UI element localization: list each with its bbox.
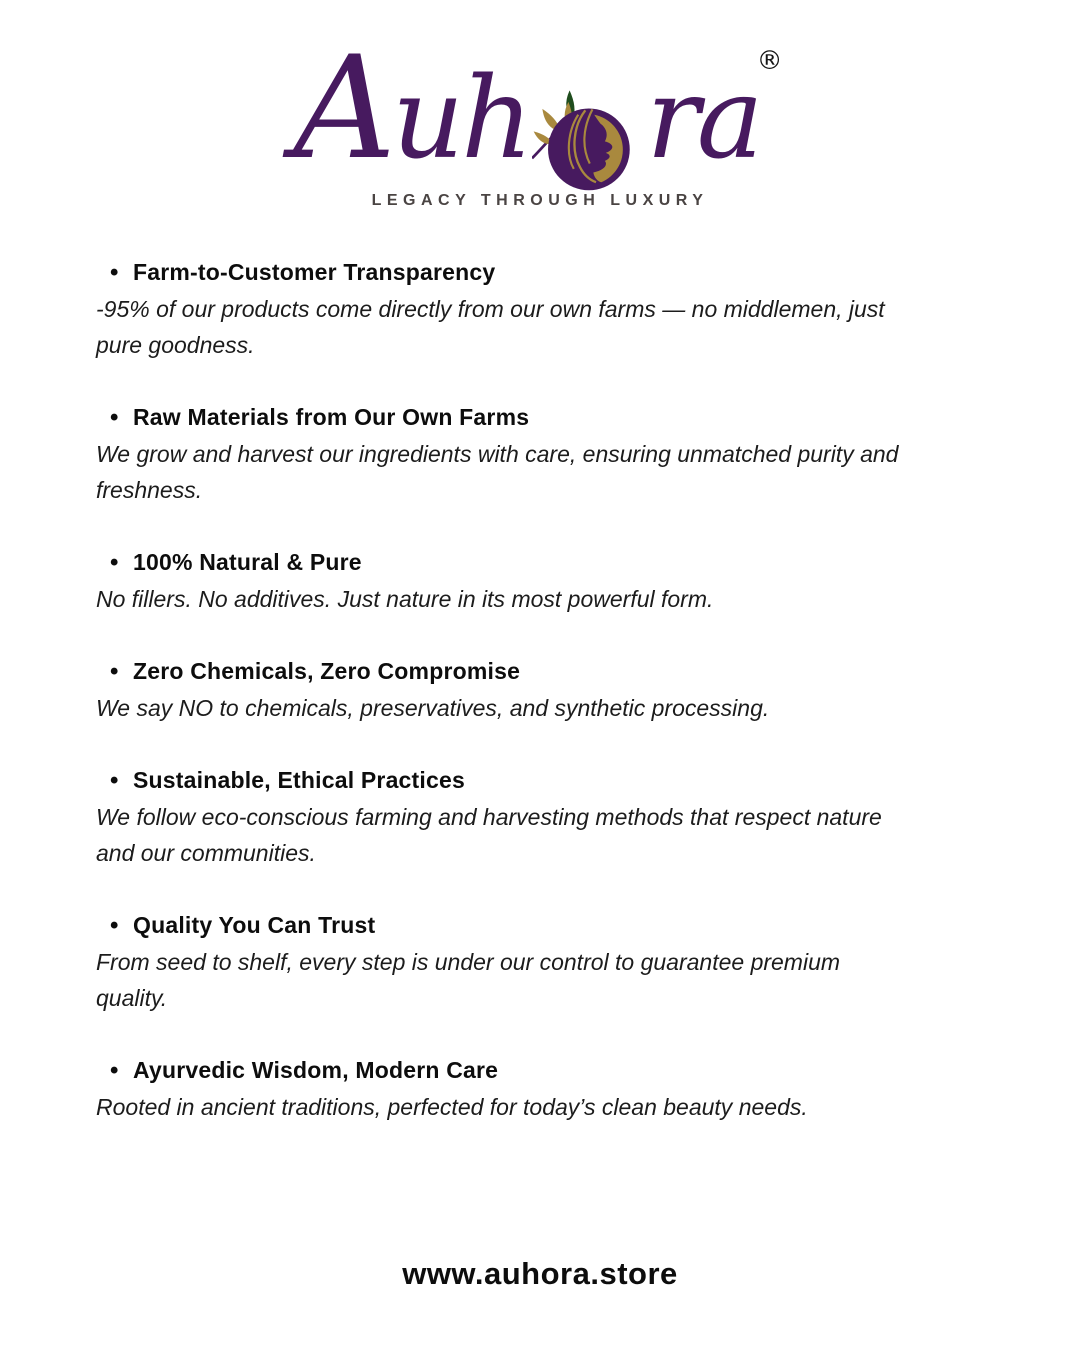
- feature-item: [96, 544, 984, 617]
- feature-item: [96, 907, 984, 1016]
- bullet-icon: •: [110, 549, 119, 576]
- feature-description: We follow eco-conscious farming and harvesting methods that respect nature and our communities.: [96, 804, 882, 866]
- feature-item: [96, 762, 984, 871]
- bullet-icon: •: [110, 912, 119, 939]
- feature-description: From seed to shelf, every step is under our control to guarantee premium quality.: [96, 949, 841, 1011]
- woman-face-lotus-icon: [532, 73, 644, 192]
- registered-trademark-icon: ®: [756, 46, 783, 76]
- brand-logo: [0, 0, 1080, 210]
- wordmark-letter-a: A: [293, 26, 392, 191]
- feature-title: 100% Natural & Pure: [133, 549, 362, 575]
- feature-title: Quality You Can Trust: [133, 912, 376, 938]
- bullet-icon: •: [110, 259, 119, 286]
- feature-description: -95% of our products come directly from our own farms — no middlemen, just pure goodness.: [96, 296, 885, 358]
- feature-item: [96, 399, 984, 508]
- brand-tagline: LEGACY THROUGH LUXURY: [371, 192, 709, 209]
- feature-item: [96, 653, 984, 726]
- feature-list: [96, 254, 984, 1125]
- website-url: www.auhora.store: [402, 1256, 678, 1291]
- bullet-icon: •: [110, 767, 119, 794]
- feature-description: We say NO to chemicals, preservatives, and synthetic processing.: [96, 695, 770, 721]
- brand-wordmark: [293, 26, 786, 191]
- feature-item: [96, 1052, 984, 1125]
- feature-title: Sustainable, Ethical Practices: [133, 767, 465, 793]
- feature-title: Raw Materials from Our Own Farms: [133, 404, 530, 430]
- wordmark-prefix: uh: [391, 54, 531, 184]
- wordmark-suffix: ra: [646, 54, 761, 184]
- bullet-icon: •: [110, 658, 119, 685]
- feature-title: Farm-to-Customer Transparency: [133, 259, 496, 285]
- feature-description: No fillers. No additives. Just nature in its most powerful form.: [96, 586, 714, 612]
- footer: [0, 1256, 1080, 1292]
- feature-description: We grow and harvest our ingredients with care, ensuring unmatched purity and freshness.: [96, 441, 899, 503]
- feature-title: Zero Chemicals, Zero Compromise: [133, 658, 521, 684]
- bullet-icon: •: [110, 404, 119, 431]
- feature-title: Ayurvedic Wisdom, Modern Care: [133, 1057, 499, 1083]
- bullet-icon: •: [110, 1057, 119, 1084]
- feature-description: Rooted in ancient traditions, perfected for today’s clean beauty needs.: [96, 1094, 808, 1120]
- feature-item: [96, 254, 984, 363]
